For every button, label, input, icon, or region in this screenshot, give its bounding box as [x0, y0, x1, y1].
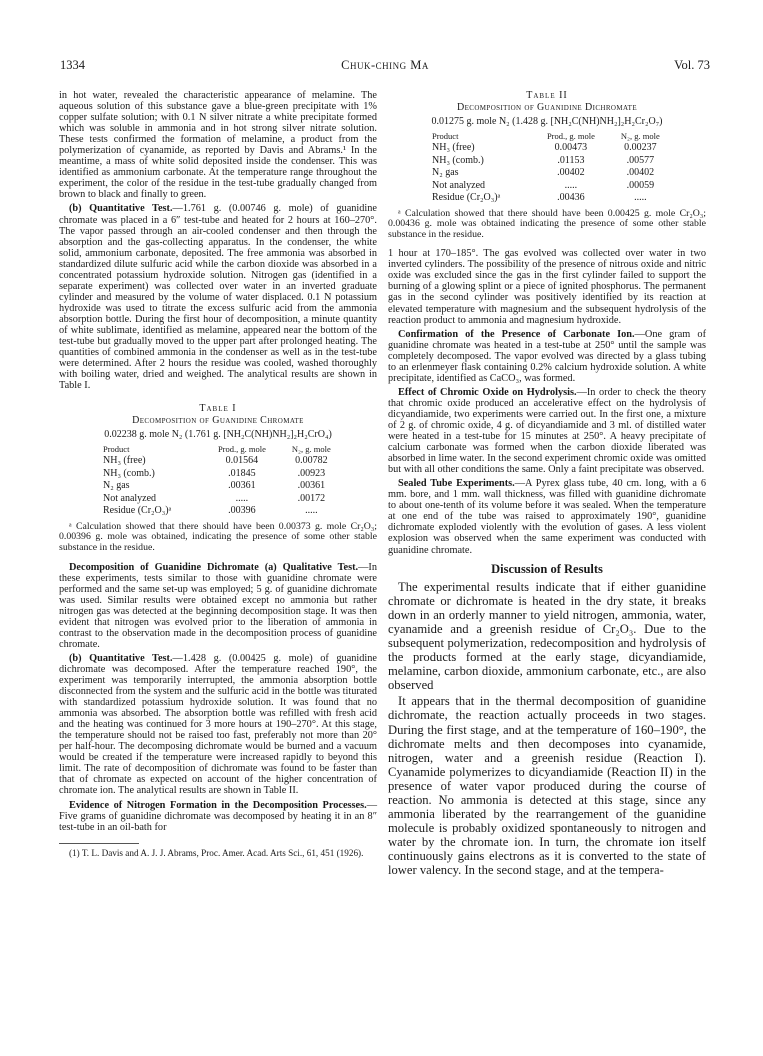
right-column [388, 90, 706, 880]
table-cell: 0.00782 [295, 455, 328, 467]
table-row [93, 505, 343, 518]
data-table [93, 443, 343, 518]
table-cell: NH₃ (free) [103, 455, 146, 467]
run-in-heading: Evidence of Nitrogen Formation in the Decomposition Processes. [69, 799, 367, 811]
table-cell: ..... [564, 179, 578, 191]
paragraph [59, 203, 377, 391]
paragraph: 1 hour at 170–185°. The gas evolved was collected over water in two inverted cylinders. The possibility of the presence of nitrous oxide and nitric oxide was excluded since the gas in the first cylinder failed to support the burning of a glowing splint or a piece of ignited phosphorus. The permanent gas in the second cylinder was positively identified by its reaction at elevated temperature with magnesium and the subsequent hydrolysis of the reaction product to ammonia and magnesium hydroxide. [388, 248, 706, 326]
table-cell: Not analyzed [103, 492, 157, 504]
column-header: N₂, g. mole [291, 444, 331, 455]
running-author: Chuk-ching Ma [341, 58, 429, 72]
table-row [422, 142, 672, 155]
table-cell: .00402 [557, 167, 585, 178]
paragraph [59, 562, 377, 650]
paragraph-text: —Five grams of guanidine dichromate was decomposed by heating it in an 8″ test-tube in an oil-bath for [59, 799, 377, 833]
run-in-heading: (b) Quantitative Test. [69, 652, 173, 664]
paragraph-text: —One gram of guanidine chromate was heated in a test-tube at 250° until the sample was completely decomposed. The vapor evolved was directed by a glass tubing to an erlenmeyer flask containing 0.2% calcium hydroxide solution. A white precipitate, identified as CaCO₃, was formed. [388, 328, 706, 384]
data-table [422, 130, 672, 205]
table-row [93, 468, 343, 481]
table-row [422, 180, 672, 193]
column-header: N₂, g. mole [620, 131, 660, 141]
table-cell: 0.01564 [225, 455, 259, 467]
table-cell: ..... [305, 505, 318, 517]
footnote: (1) T. L. Davis and A. J. J. Abrams, Proc. Amer. Acad. Arts Sci., 61, 451 (1926). [69, 847, 364, 858]
paragraph: in hot water, revealed the characteristic appearance of melamine. The aqueous solution of this substance gave a blue-green precipitate with 1% copper sulfate solution; with 0.1 N silver nitrate a white precipitate formed which was soluble in ammonia and in hot strong silver nitrate solution. These tests confirmed the formation of melamine, a product from the polymerization of cyanamide, as reported by Davis and Abrams.¹ In the meantime, a mass of white solid deposited inside the condenser. This was identified as ammonium carbonate. At the temperature range throughout the experiment, the color of the residue in the test-tube gradually changed from brown to black and finally to green. [59, 90, 377, 201]
run-in-heading: (b) Quantitative Test. [69, 203, 173, 215]
table-cell: ..... [235, 492, 249, 504]
table-cell: Not analyzed [432, 179, 486, 191]
column-header: Prod., g. mole [217, 444, 266, 455]
discussion-section [388, 580, 706, 878]
run-in-heading: Decomposition of Guanidine Dichromate (a) Qualitative Test. [69, 561, 359, 573]
table-cell: ..... [634, 192, 647, 203]
footnote-rule [59, 843, 139, 844]
running-head [60, 58, 710, 78]
table-header-row [93, 443, 343, 455]
table-cell: .00361 [297, 480, 326, 492]
page-number: 1334 [60, 58, 85, 72]
paragraph-text: —1.761 g. (0.00746 g. mole) of guanidine chromate was placed in a 6″ test-tube and heated for 2 hours at 160–270°. The vapor passed through an air-cooled condenser and then through the absorption and the gas-collecting apparatus. In the condenser, the white solid, ammonium carbonate, deposited. The free ammonia was absorbed in standardized dilute sulfuric acid while the carbon dioxide was absorbed in a concentrated potassium hydroxide solution. Nitrogen gas (identified in a separate experiment) was collected over water in an inverted graduate cylinder and measured by the volume of water displaced. 0.1 N potassium hydroxide was used to titrate the excess sulfuric acid from the ammonia absorption bottle. During the first hour of decomposition, a minute quantity of white sublimate, identified as melamine, appeared near the bottom of the test-tube but gradually moved to the upper part after prolonged heating. The quantities of combined ammonia in the condenser as well as in the test-tube were determined. After 2 hours the residue was cooled, washed thoroughly with boiling water, dried and weighed. The analytical results are shown in Table I. [59, 203, 377, 392]
column-header: Product [432, 131, 459, 141]
table-cell: N₂ gas [103, 480, 130, 492]
table-row [422, 167, 672, 180]
table-row [93, 480, 343, 493]
run-in-heading: Confirmation of the Presence of Carbonate Ion. [398, 328, 635, 340]
section-heading: Discussion of Results [491, 561, 603, 576]
table-cell: .00402 [626, 167, 655, 178]
column-header: Product [103, 444, 130, 455]
paragraph [388, 387, 706, 475]
table-cell: .00577 [626, 154, 655, 166]
table-footnote: ᵃ Calculation showed that there should have been 0.00373 g. mole Cr₂O₃; 0.00396 g. mole was obtained, indicating the presence of some other stable substance in the residue. [59, 520, 377, 553]
table-cell: .01845 [228, 467, 256, 479]
paragraph: It appears that in the thermal decomposition of guanidine dichromate, the reaction actually proceeds in two stages. During the first stage, and at the temperature of 160–190°, the dichromate melts and then decomposes into cyanamide, nitrogen, water and a greenish residue (Reaction I). Cyanamide polymerizes to dicyandiamide (Reaction II) in the presence of water vapor produced during the course of reaction. No ammonia is detected at this stage, since any ammonia liberated by the rearrangement of the guanidine molecule is probably oxidized spontaneously to nitrogen and water by the chromate ion. In turn, the chromate ion itself continuously gains electrons as it is converted to the state of lower valency. In the second stage, and at the tempera- [388, 694, 706, 878]
table-cell: .00172 [297, 492, 326, 504]
table-2 [388, 90, 706, 240]
table-cell: 0.00473 [554, 142, 588, 153]
paragraph: The experimental results indicate that if either guanidine chromate or dichromate is heated in the dry state, it breaks down in an orderly manner to yield nitrogen, ammonia, water, cyanamide and a greenish residue of Cr₂O₃. Due to the subsequent polymerization, redecomposition and hydrolysis of the products formed at the early stage, dicyandiamide, melamine, carbon dioxide, ammonium carbonate, etc., are also observed [388, 579, 706, 693]
column-header: Prod., g. mole [546, 131, 595, 141]
paragraph [388, 329, 706, 384]
table-cell: Residue (Cr₂O₃)ᵃ [103, 505, 172, 517]
table-cell: .01153 [557, 154, 585, 166]
paragraph [59, 800, 377, 833]
table-header-row [422, 130, 672, 142]
table-formula: 0.02238 g. mole N₂ (1.761 g. [NH₂C(NH)NH₂]₂H₂CrO₄) [104, 429, 332, 441]
table-cell: N₂ gas [432, 167, 459, 178]
table-cell: .00396 [228, 505, 256, 517]
table-1 [59, 403, 377, 553]
table-cell: Residue (Cr₂O₃)ᵃ [432, 192, 501, 203]
paragraph [388, 478, 706, 555]
paragraph-text: —In these experiments, tests similar to those with guanidine chromate were performed and the same set-up was employed; 5 g. of guanidine dichromate was used. Similar results were obtained except no ammonia but rather nitrogen gas was detected at the beginning decomposition stage. It was then evident that nitrogen was evolved prior to the liberation of ammonia in contrast to the observation made in the decomposition process of guanidine chromate. [59, 561, 377, 650]
table-cell: NH₃ (comb.) [432, 154, 484, 166]
table-title: Decomposition of Guanidine Dichromate [456, 102, 638, 113]
table-cell: NH₃ (free) [432, 142, 475, 153]
left-column [59, 90, 377, 861]
table-cell: .00436 [557, 192, 585, 203]
table-cell: 0.00237 [624, 142, 657, 153]
table-row [422, 192, 672, 205]
table-cell: .00059 [626, 179, 655, 191]
run-in-heading: Sealed Tube Experiments. [398, 478, 515, 490]
table-row [93, 455, 343, 468]
table-title: Decomposition of Guanidine Chromate [132, 415, 304, 427]
table-formula: 0.01275 g. mole N₂ (1.428 g. [NH₂C(NH)NH₂]₂H₂Cr₂O₇) [431, 116, 663, 127]
paragraph [59, 653, 377, 797]
volume-number: Vol. 73 [674, 58, 710, 72]
table-label: Table II [526, 90, 568, 101]
paragraph-text: —1.428 g. (0.00425 g. mole) of guanidine dichromate was decomposed. After the temperature reached 190°, the experiment was temporarily interrupted, the ammonia absorption bottle disconnected from the system and the sulfuric acid in the bottle was titurated with standardized potassium hydroxide solution. It was found that no ammonia was absorbed. The absorption bottle was refilled with fresh acid and the heating was continued for 3 more hours at 190–270°. At this stage, the temperature should not be raised too fast, preferably not more than 20° per half-hour. The decomposing dichromate would be burned and a vacuum would be created if the temperature were increased rapidly to beyond this limit. The rate of decomposition of dichromate was found to be faster than that of chromate as expected on account of the higher concentration of chromate ion. The analytical results are shown in Table II. [59, 652, 377, 797]
table-cell: .00923 [297, 467, 326, 479]
paragraph-text: —In order to check the theory that chromic oxide produced an accelerative effect on the hydrolysis of dicyandiamide, two experiments were carried out. In the first one, a mixture of 2 g. of chromic oxide, 4 g. of dicyandiamide and 3 ml. of distilled water were heated in a test-tube for 15 minutes at 250°. A heavy precipitate of calcium carbonate was formed when the carbon dioxide liberated was absorbed in lime water. In the second experiment chromic oxide was omitted but with all other conditions the same. Only a faint precipitate was observed. [388, 386, 707, 476]
run-in-heading: Effect of Chromic Oxide on Hydrolysis. [398, 386, 577, 398]
table-cell: NH₃ (comb.) [103, 467, 155, 479]
table-row [93, 493, 343, 506]
table-label: Table I [199, 403, 237, 415]
paragraph-text: —A Pyrex glass tube, 40 cm. long, with a 6 mm. bore, and 1 mm. wall thickness, was filled with guanidine dichromate to about one-tenth of its volume before it was sealed. When the temperature at one end of the tube was raised to approximately 190°, guanidine dichromate exploded violently with the evolution of gases. A less violent explosion was observed when the same experiment was conducted with guanidine chromate. [388, 478, 707, 556]
table-cell: .00361 [228, 480, 256, 492]
table-row [422, 155, 672, 168]
table-footnote: ᵃ Calculation showed that there should have been 0.00425 g. mole Cr₂O₃; 0.00436 g. mole was obtained indicating the presence of some other stable substance in the residue. [388, 207, 706, 240]
